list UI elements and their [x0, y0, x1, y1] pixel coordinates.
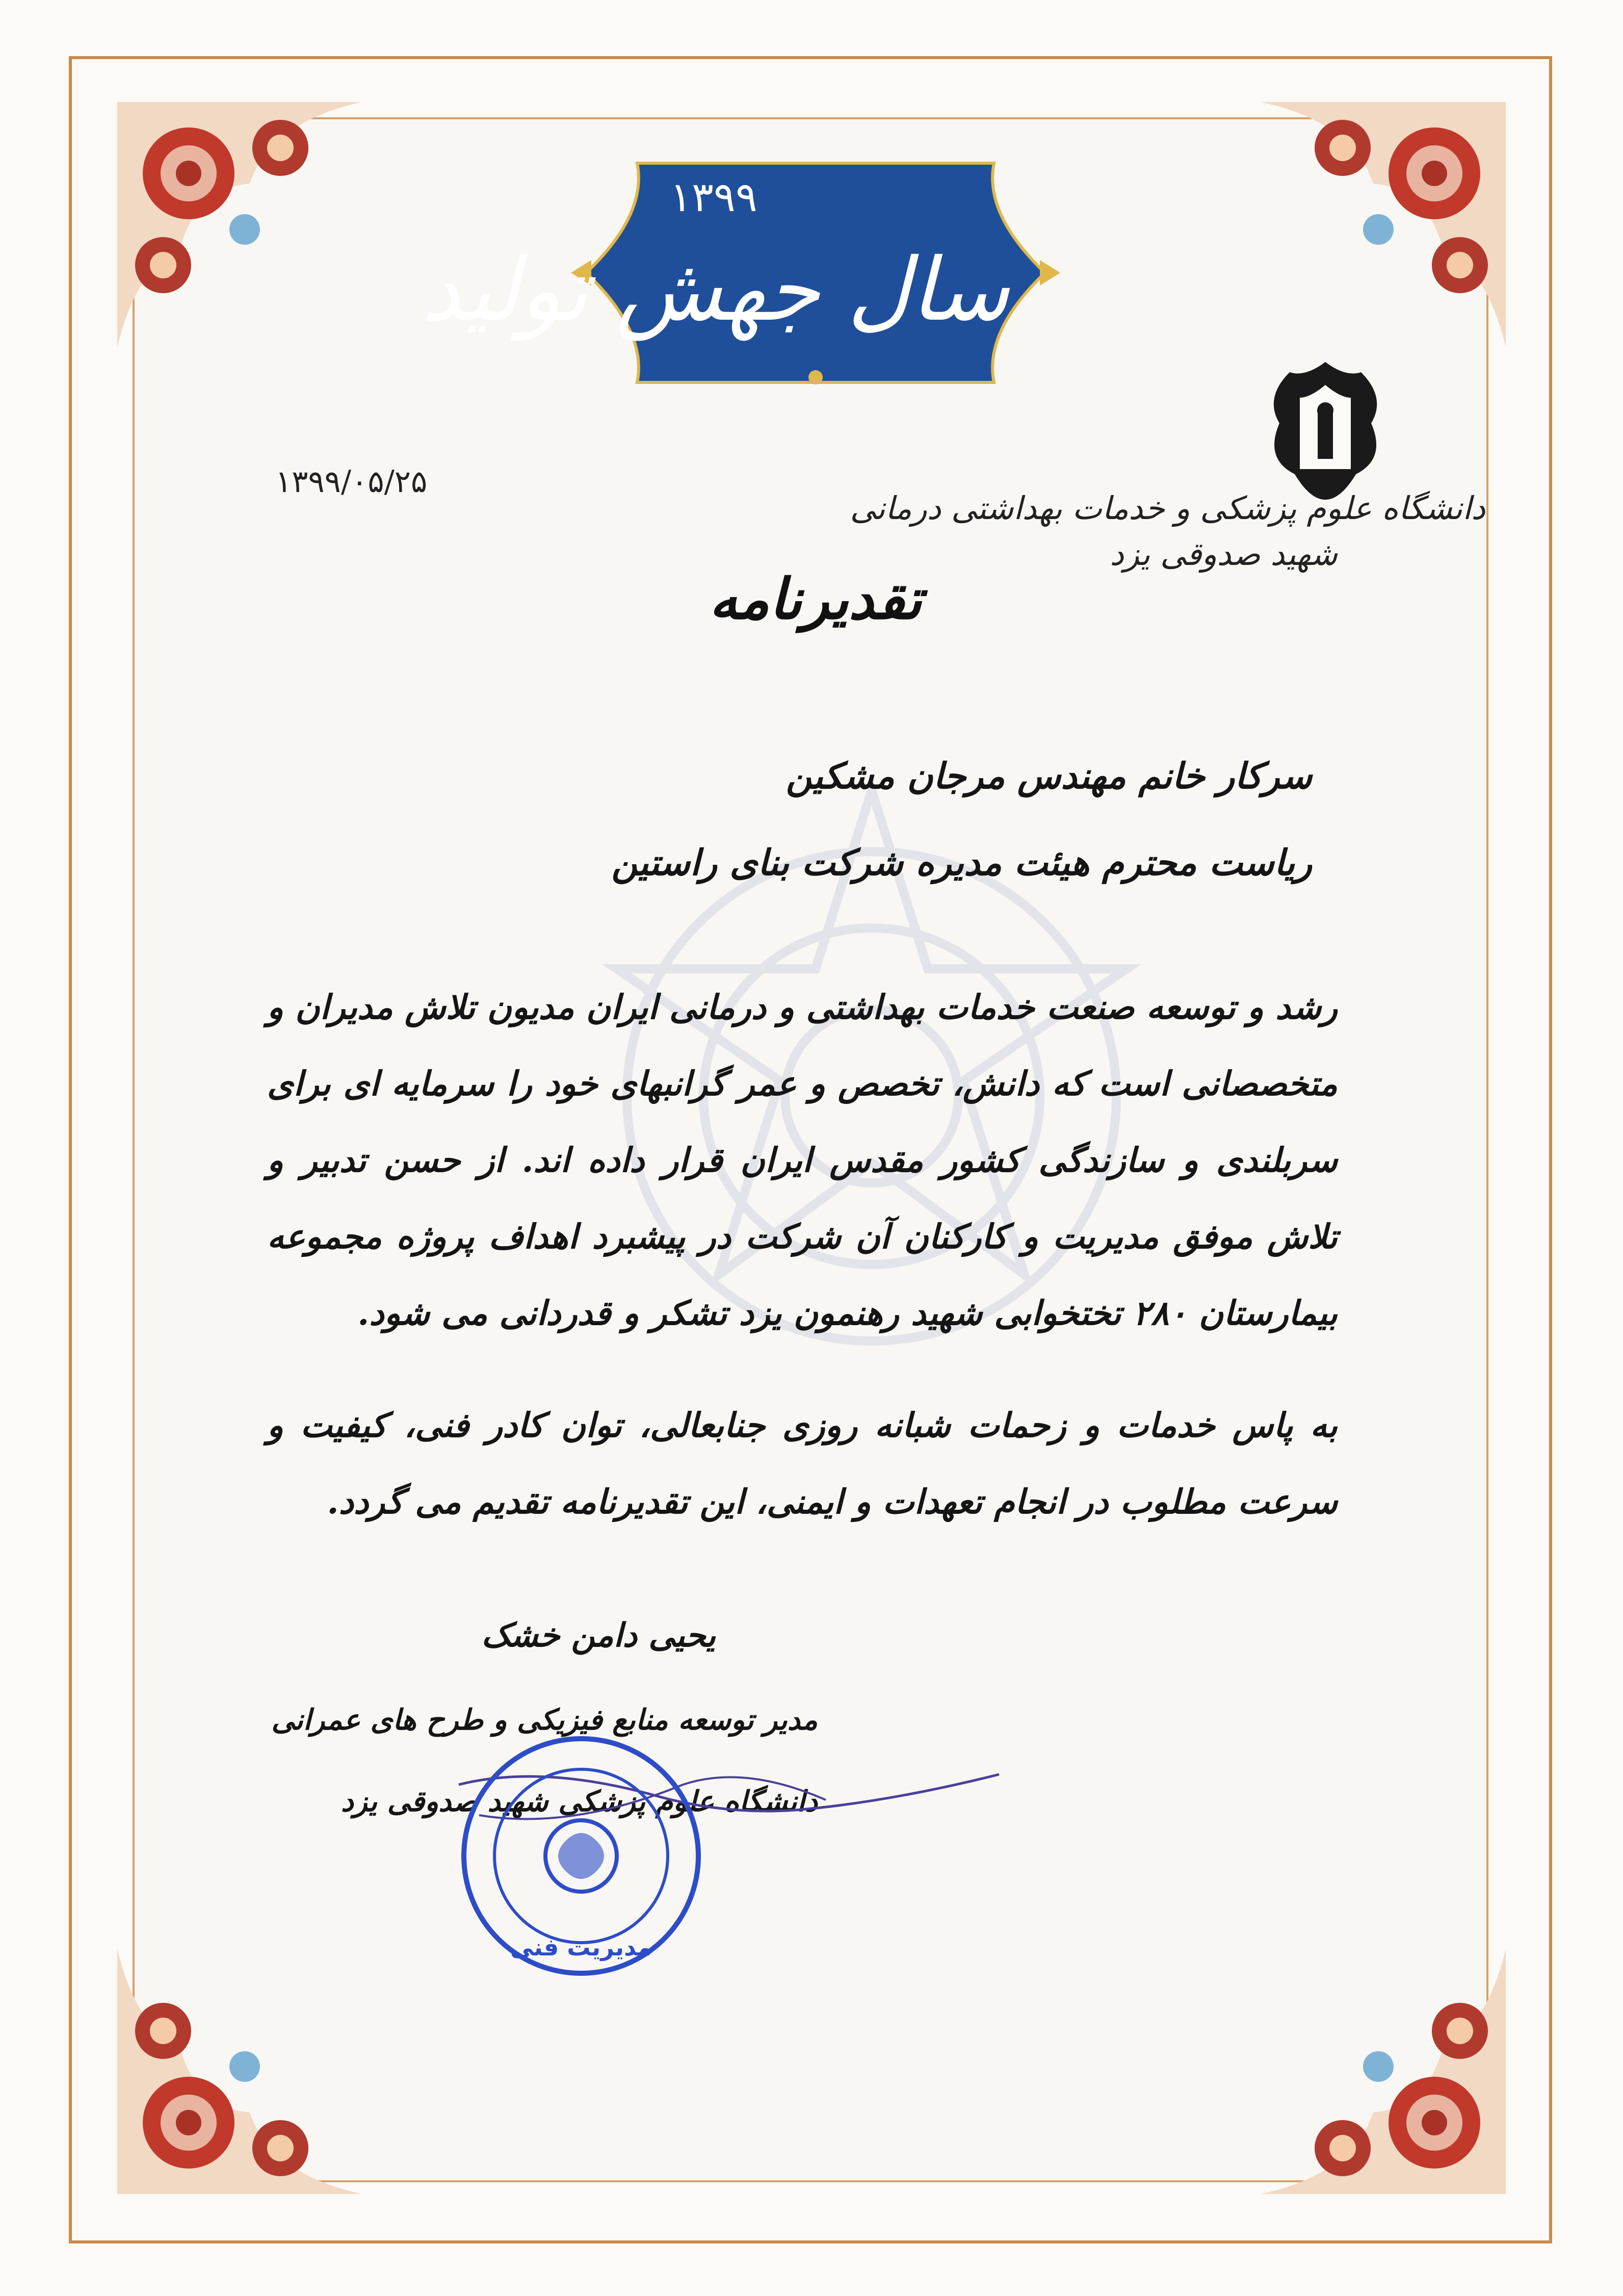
body-paragraph-2: به پاس خدمات و زحمات شبانه روزی جنابعالی، توان کادر فنی، کیفیت و سرعت مطلوب در انجام تعهدات و ایمنی، این تقدیرنامه تقدیم می گردد.	[267, 1405, 1338, 1521]
signatory-organization: دانشگاه علوم پزشکی شهید صدوقی یزد	[341, 1785, 818, 1818]
signatory-name: یحیی دامن خشک	[481, 1616, 716, 1655]
banner-year: ۱۳۹۹	[670, 173, 757, 221]
university-name: دانشگاه علوم پزشکی و خدمات بهداشتی درمانی	[850, 489, 1485, 527]
body-paragraph-1: رشد و توسعه صنعت خدمات بهداشتی و درمانی ایران مدیون تلاش مدیران و متخصصانی است که دانش، تخصص و عمر گرانبهای خود را سرمایه ای برای سربلندی و سازندگی کشور مقدس ایران قرار داده اند. از حسن تدبیر و تلاش موفق مدیریت و کارکنان آن شرکت در پیشبرد اهداف پروژه مجموعه بیمارستان ۲۸۰ تختخوابی شهید رهنمون یزد تشکر و قدردانی می شود.	[267, 987, 1338, 1333]
signatory-position: مدیر توسعه منابع فیزیکی و طرح های عمرانی	[271, 1703, 818, 1737]
official-stamp	[449, 1723, 714, 1989]
floral-corner-ornament	[1261, 102, 1506, 347]
banner-slogan: سال جهش تولید	[421, 240, 1009, 341]
recipient-position: ریاست محترم هیئت مدیره شرکت بنای راستین	[611, 841, 1312, 884]
university-logo	[1259, 357, 1392, 505]
stamp-text: مدیریت فنی	[510, 1933, 652, 1961]
floral-corner-ornament	[117, 102, 362, 347]
floral-corner-ornament	[117, 1949, 362, 2194]
document-title: تقدیرنامه	[709, 566, 922, 632]
university-city: شهید صدوقی یزد	[1110, 535, 1338, 573]
letter-date: ۱۳۹۹/۰۵/۲۵	[275, 464, 428, 500]
recipient-name: سرکار خانم مهندس مرجان مشکین	[786, 755, 1312, 797]
floral-corner-ornament	[1261, 1949, 1506, 2194]
